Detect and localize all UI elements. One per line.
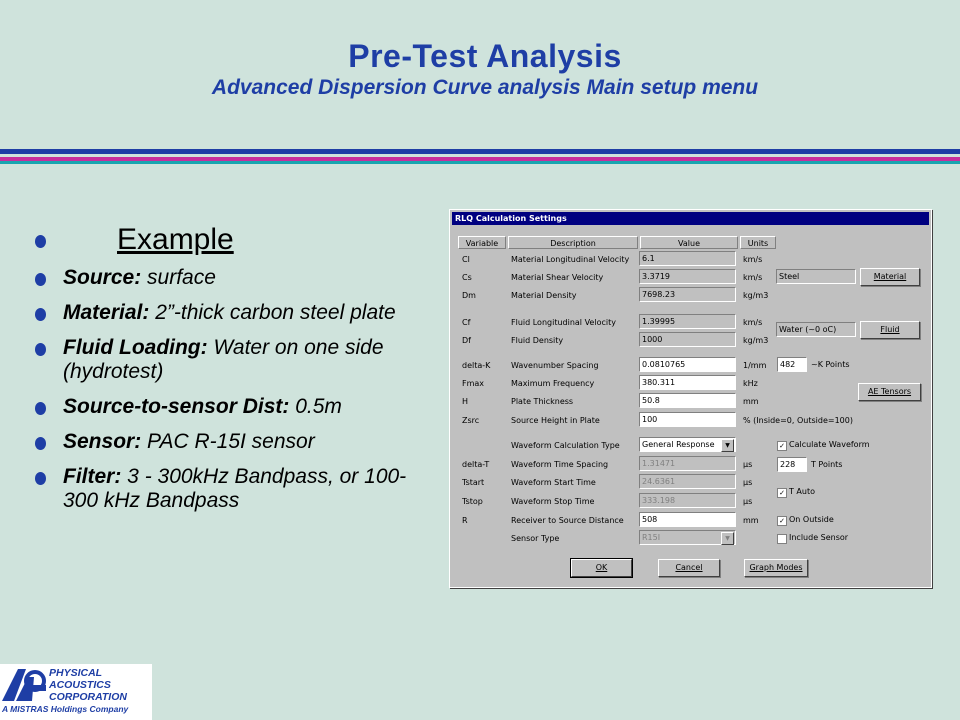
dropdown-arrow-icon[interactable]: ▼ bbox=[721, 439, 734, 452]
param-row: delta-T Waveform Time Spacing 1.31471 µs bbox=[450, 456, 931, 473]
value-field[interactable]: 24.6361 bbox=[639, 474, 736, 489]
bullet-dot-icon bbox=[35, 402, 46, 415]
material-button[interactable]: Material bbox=[860, 268, 920, 286]
value-field[interactable]: 508 bbox=[639, 512, 736, 527]
slide-title: Pre-Test Analysis bbox=[348, 38, 622, 74]
fluid-button[interactable]: Fluid bbox=[860, 321, 920, 339]
waveform-type-select[interactable]: General Response ▼ bbox=[639, 437, 736, 452]
param-row: R Receiver to Source Distance 508 mm bbox=[450, 512, 931, 529]
sensor-type-select[interactable]: R15I ▼ bbox=[639, 530, 736, 545]
include-sensor-label: Include Sensor bbox=[789, 533, 849, 542]
logo-line-3: CORPORATION bbox=[49, 691, 127, 703]
value-field[interactable]: 100 bbox=[639, 412, 736, 427]
param-row: delta-K Wavenumber Spacing 0.0810765 1/mm bbox=[450, 357, 931, 374]
bullet-dot-icon bbox=[35, 273, 46, 286]
slide-subtitle: Advanced Dispersion Curve analysis Main setup menu bbox=[211, 76, 759, 99]
graph-modes-button[interactable]: Graph Modes bbox=[744, 559, 808, 577]
bullet-item: Sensor: PAC R-15I sensor bbox=[35, 430, 435, 454]
bullet-dot-icon bbox=[35, 235, 46, 248]
param-row: Fmax Maximum Frequency 380.311 kHz bbox=[450, 375, 931, 392]
value-field[interactable]: 380.311 bbox=[639, 375, 736, 390]
ok-button[interactable]: OK bbox=[571, 559, 632, 577]
param-row: Zsrc Source Height in Plate 100 % (Inside=0, Outside=100) bbox=[450, 412, 931, 429]
bullet-item: Material: 2”-thick carbon steel plate bbox=[35, 301, 435, 325]
fluid-name-field[interactable]: Water (~0 oC) bbox=[776, 322, 856, 337]
value-field[interactable]: 1.31471 bbox=[639, 456, 736, 471]
calculate-waveform-label: Calculate Waveform bbox=[789, 440, 870, 449]
header-value: Value bbox=[640, 236, 738, 249]
value-field[interactable]: 1.39995 bbox=[639, 314, 736, 329]
bullet-dot-icon bbox=[35, 437, 46, 450]
bullet-list bbox=[35, 222, 435, 524]
value-field[interactable]: 3.3719 bbox=[639, 269, 736, 284]
header-units: Units bbox=[740, 236, 776, 249]
bullet-item: Filter: 3 - 300kHz Bandpass, or 100-300 kHz Bandpass bbox=[35, 465, 435, 513]
bullet-heading: Example bbox=[35, 222, 435, 258]
material-name-field[interactable]: Steel bbox=[776, 269, 856, 284]
logo-line-1: PHYSICAL bbox=[49, 667, 103, 679]
k-points-label: ~K Points bbox=[811, 360, 850, 369]
param-row: Tstop Waveform Stop Time 333.198 µs bbox=[450, 493, 931, 510]
header-variable: Variable bbox=[458, 236, 506, 249]
param-row: Waveform Calculation Type General Response ▼ bbox=[450, 437, 931, 454]
t-auto-checkbox[interactable]: ✓ bbox=[777, 488, 787, 498]
t-points-label: T Points bbox=[811, 460, 843, 469]
t-auto-label: T Auto bbox=[789, 487, 816, 496]
dropdown-arrow-icon[interactable]: ▼ bbox=[721, 532, 734, 545]
pac-logo-icon bbox=[2, 667, 46, 701]
param-row: Dm Material Density 7698.23 kg/m3 bbox=[450, 287, 931, 304]
calculate-waveform-checkbox[interactable]: ✓ bbox=[777, 441, 787, 451]
bullet-item: Fluid Loading: Water on one side (hydrotest) bbox=[35, 336, 435, 384]
value-field[interactable]: 333.198 bbox=[639, 493, 736, 508]
param-row: H Plate Thickness 50.8 mm bbox=[450, 393, 931, 410]
include-sensor-checkbox[interactable] bbox=[777, 534, 787, 544]
param-row: Sensor Type R15I ▼ bbox=[450, 530, 931, 547]
header-description: Description bbox=[508, 236, 638, 249]
logo-tagline: A MISTRAS Holdings Company bbox=[2, 704, 129, 714]
param-row: Tstart Waveform Start Time 24.6361 µs bbox=[450, 474, 931, 491]
value-field[interactable]: 6.1 bbox=[639, 251, 736, 266]
param-row: Cf Fluid Longitudinal Velocity 1.39995 km/s bbox=[450, 314, 931, 331]
cancel-button[interactable]: Cancel bbox=[658, 559, 720, 577]
on-outside-checkbox[interactable]: ✓ bbox=[777, 516, 787, 526]
value-field[interactable]: 0.0810765 bbox=[639, 357, 736, 372]
bullet-dot-icon bbox=[35, 308, 46, 321]
bullet-item: Source: surface bbox=[35, 266, 435, 290]
on-outside-label: On Outside bbox=[789, 515, 834, 524]
t-points-field[interactable]: 228 bbox=[777, 457, 807, 472]
dialog-titlebar: RLQ Calculation Settings bbox=[452, 212, 929, 225]
bullet-dot-icon bbox=[35, 472, 46, 485]
logo-line-2: ACOUSTICS bbox=[49, 679, 111, 691]
company-logo bbox=[0, 664, 152, 720]
bullet-item: Source-to-sensor Dist: 0.5m bbox=[35, 395, 435, 419]
value-field[interactable]: 50.8 bbox=[639, 393, 736, 408]
divider-teal bbox=[0, 161, 960, 164]
value-field[interactable]: 1000 bbox=[639, 332, 736, 347]
value-field[interactable]: 7698.23 bbox=[639, 287, 736, 302]
param-row: Cs Material Shear Velocity 3.3719 km/s bbox=[450, 269, 931, 286]
param-row: Cl Material Longitudinal Velocity 6.1 km/s bbox=[450, 251, 931, 268]
rlq-settings-dialog bbox=[449, 209, 932, 588]
param-row: Df Fluid Density 1000 kg/m3 bbox=[450, 332, 931, 349]
bullet-dot-icon bbox=[35, 343, 46, 356]
k-points-field[interactable]: 482 bbox=[777, 357, 807, 372]
ae-tensors-button[interactable]: AE Tensors bbox=[858, 383, 921, 401]
